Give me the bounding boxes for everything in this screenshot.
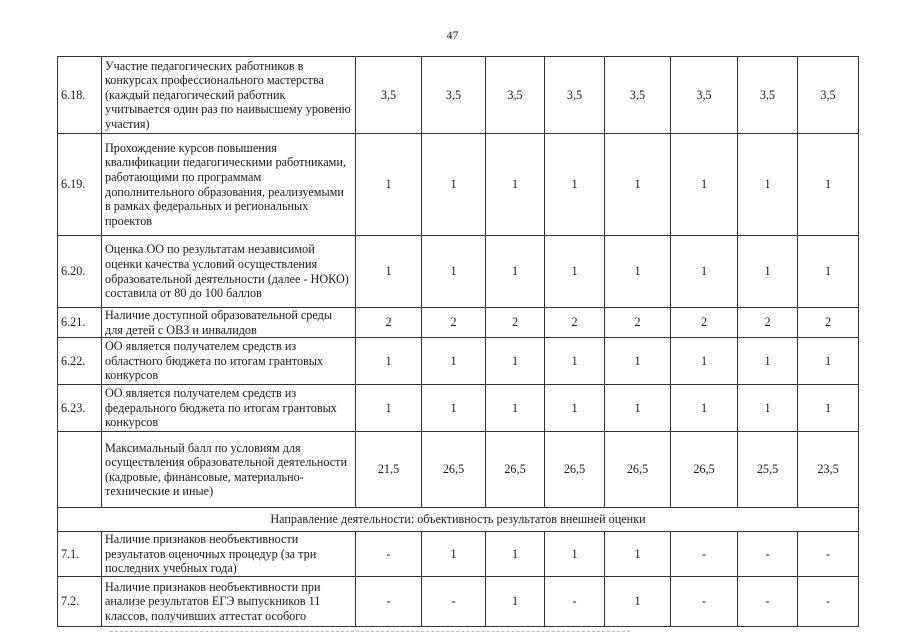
criterion-description: Наличие признаков необъективности результатов оценочных процедур (за три последних учебных года) <box>102 532 356 577</box>
score-cell: 1 <box>738 236 798 308</box>
score-cell: 2 <box>671 308 738 338</box>
score-cell: 1 <box>486 577 545 627</box>
score-cell: 1 <box>738 134 798 236</box>
row-number: 6.20. <box>58 236 102 308</box>
score-cell: 1 <box>422 134 486 236</box>
score-cell: 1 <box>545 134 605 236</box>
score-cell: 1 <box>486 338 545 385</box>
score-cell: 3,5 <box>671 57 738 134</box>
score-cell: 1 <box>605 338 671 385</box>
score-cell: 1 <box>798 236 859 308</box>
score-cell: 1 <box>545 385 605 432</box>
score-cell: 1 <box>422 338 486 385</box>
score-cell: 1 <box>422 385 486 432</box>
table-row <box>58 134 859 236</box>
score-cell: 1 <box>486 134 545 236</box>
criterion-description: ОО является получателем средств из федерального бюджета по итогам грантовых конкурсов <box>102 385 356 432</box>
score-cell: 1 <box>545 338 605 385</box>
criterion-description: Оценка ОО по результатам независимой оценки качества условий осуществления образовательной деятельности (далее - НОКО) составила от 80 до 100 баллов <box>102 236 356 308</box>
criteria-rows <box>58 57 859 508</box>
score-cell: - <box>545 577 605 627</box>
score-cell: 1 <box>356 134 422 236</box>
score-cell: 1 <box>671 134 738 236</box>
score-cell: 26,5 <box>545 432 605 508</box>
score-cell: - <box>422 577 486 627</box>
row-number: 7.1. <box>58 532 102 577</box>
score-cell: 26,5 <box>422 432 486 508</box>
score-cell: 1 <box>356 338 422 385</box>
score-cell: 1 <box>798 338 859 385</box>
score-cell: 2 <box>356 308 422 338</box>
score-cell: 21,5 <box>356 432 422 508</box>
score-cell: - <box>738 577 798 627</box>
row-number: 7.2. <box>58 577 102 627</box>
score-cell: 26,5 <box>486 432 545 508</box>
score-cell: 1 <box>605 134 671 236</box>
score-cell: 2 <box>738 308 798 338</box>
score-cell: 1 <box>486 532 545 577</box>
score-cell: 1 <box>545 236 605 308</box>
row-number: 6.19. <box>58 134 102 236</box>
table-row <box>58 308 859 338</box>
criterion-description: ОО является получателем средств из областного бюджета по итогам грантовых конкурсов <box>102 338 356 385</box>
score-cell: 2 <box>545 308 605 338</box>
objectivity-rows <box>58 532 859 627</box>
criteria-table <box>57 56 859 627</box>
score-cell: 3,5 <box>356 57 422 134</box>
criterion-description: Наличие доступной образовательной среды для детей с ОВЗ и инвалидов <box>102 308 356 338</box>
table-row <box>58 236 859 308</box>
criterion-description: Прохождение курсов повышения квалификации педагогическими работниками, работающими по программам дополнительного образования, реализуемыми в рамках федеральных и региональных проектов <box>102 134 356 236</box>
score-cell: - <box>738 532 798 577</box>
score-cell: 1 <box>356 385 422 432</box>
score-cell: 1 <box>486 385 545 432</box>
score-cell: - <box>671 577 738 627</box>
table-row <box>58 57 859 134</box>
section-title: Направление деятельности: объективность результатов внешней оценки <box>58 508 859 532</box>
score-cell: 3,5 <box>545 57 605 134</box>
score-cell: 26,5 <box>605 432 671 508</box>
score-cell: 3,5 <box>422 57 486 134</box>
criterion-description: Участие педагогических работников в конкурсах профессионального мастерства (каждый педагогический работник учитывается один раз по наивысшему уровеню участия) <box>102 57 356 134</box>
table-row <box>58 532 859 577</box>
score-cell: 1 <box>356 236 422 308</box>
table-row <box>58 338 859 385</box>
row-number: 6.23. <box>58 385 102 432</box>
score-cell: 1 <box>605 532 671 577</box>
score-cell: 1 <box>605 577 671 627</box>
score-cell: 2 <box>486 308 545 338</box>
score-cell: 3,5 <box>798 57 859 134</box>
table-row <box>58 577 859 627</box>
score-cell: 1 <box>422 236 486 308</box>
score-cell: 2 <box>422 308 486 338</box>
score-cell: - <box>356 577 422 627</box>
score-cell: - <box>356 532 422 577</box>
row-number: 6.22. <box>58 338 102 385</box>
score-cell: 3,5 <box>605 57 671 134</box>
score-cell: 1 <box>671 385 738 432</box>
criterion-description: Наличие признаков необъективности при анализе результатов ЕГЭ выпускников 11 классов, получивших аттестат особого <box>102 577 356 627</box>
score-cell: - <box>671 532 738 577</box>
row-number <box>58 432 102 508</box>
page-number: 47 <box>446 28 459 42</box>
score-cell: 1 <box>545 532 605 577</box>
score-cell: 1 <box>422 532 486 577</box>
score-cell: 1 <box>798 134 859 236</box>
score-cell: 23,5 <box>798 432 859 508</box>
score-cell: 2 <box>605 308 671 338</box>
table-row <box>58 385 859 432</box>
score-cell: 3,5 <box>486 57 545 134</box>
score-cell: 1 <box>738 385 798 432</box>
score-cell: - <box>798 532 859 577</box>
score-cell: 1 <box>605 385 671 432</box>
page-bottom-edge <box>110 631 630 634</box>
score-cell: 1 <box>671 338 738 385</box>
section-row <box>58 508 859 532</box>
criterion-description: Максимальный балл по условиям для осуществления образовательной деятельности (кадровые, финансовые, материально-технические и иные) <box>102 432 356 508</box>
score-cell: 1 <box>486 236 545 308</box>
score-cell: 1 <box>738 338 798 385</box>
table-row <box>58 432 859 508</box>
score-cell: 1 <box>798 385 859 432</box>
score-cell: 2 <box>798 308 859 338</box>
score-cell: 1 <box>605 236 671 308</box>
score-cell: - <box>798 577 859 627</box>
score-cell: 26,5 <box>671 432 738 508</box>
row-number: 6.18. <box>58 57 102 134</box>
row-number: 6.21. <box>58 308 102 338</box>
score-cell: 25,5 <box>738 432 798 508</box>
score-cell: 3,5 <box>738 57 798 134</box>
score-cell: 1 <box>671 236 738 308</box>
